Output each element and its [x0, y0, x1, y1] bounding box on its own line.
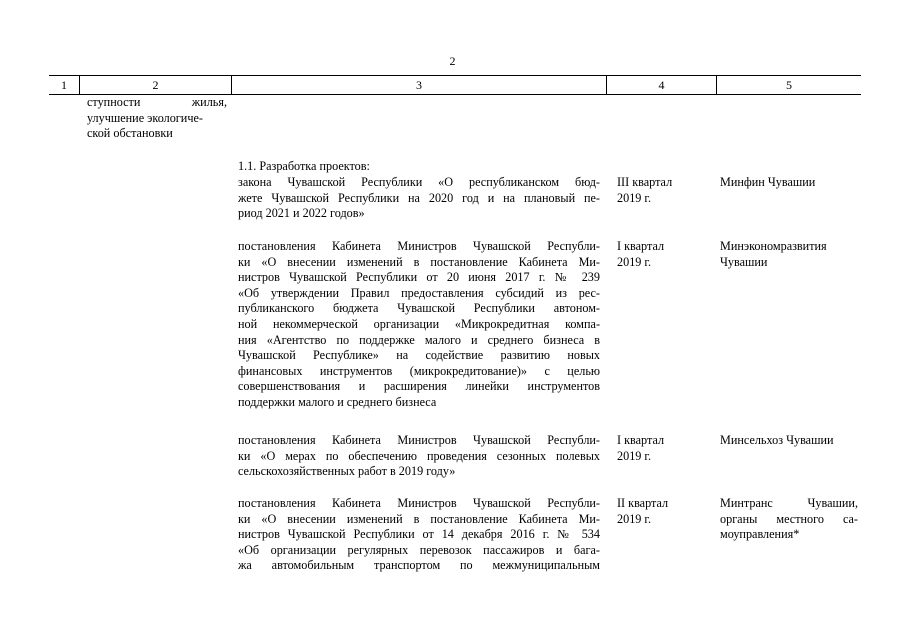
header-col-3: 3 — [231, 76, 606, 94]
text-line: нистров Чувашской Республики от 14 декабря 2016 г. № 534 — [238, 527, 600, 542]
text-line: публиканского бюджета Чувашской Республики автоном- — [238, 301, 600, 316]
row-3-responsible: Минсельхоз Чувашии — [720, 433, 834, 447]
row-2-document — [238, 239, 600, 411]
row-4-deadline: II квартал 2019 г. — [617, 496, 669, 526]
row-3-document — [238, 433, 600, 480]
header-col-5: 5 — [716, 76, 861, 94]
text-line: «Об организации регулярных перевозок пассажиров и бага- — [238, 542, 600, 557]
text-line: ки «О внесении изменений в постановление Кабинета Ми- — [238, 254, 600, 269]
text-line: ской обстановки — [87, 126, 173, 141]
text-line: ния «Агентство по поддержке малого и среднего бизнеса в — [238, 332, 600, 347]
text-line: ной некоммерческой организации «Микрокредитная компа- — [238, 316, 600, 331]
row-1-responsible: Минфин Чувашии — [720, 175, 816, 189]
text-line: поддержки малого и среднего бизнеса — [238, 394, 437, 409]
row-1-deadline: III квартал 2019 г. — [617, 175, 673, 205]
header-col-4: 4 — [606, 76, 716, 94]
item-heading: 1.1. Разработка проектов: — [238, 159, 370, 173]
text-line: риод 2021 и 2022 годов» — [238, 206, 365, 221]
row-2-deadline: I квартал 2019 г. — [617, 239, 665, 269]
text-line: «Об утверждении Правил предоставления субсидий из рес- — [238, 285, 600, 300]
text-line: Чувашской Республике» на содействие развитию новых — [238, 348, 600, 363]
text-line: сельскохозяйственных работ в 2019 году» — [238, 464, 456, 479]
text-line: ки «О внесении изменений в постановление Кабинета Ми- — [238, 511, 600, 526]
text-line: совершенствования и расширения линейки инструментов — [238, 379, 600, 394]
text-line: финансовых инструментов (микрокредитование)» с целью — [238, 363, 600, 378]
row-4-document — [238, 496, 600, 574]
table-header-row — [49, 75, 861, 95]
text-line: постановления Кабинета Министров Чувашской Республи- — [238, 433, 600, 447]
row-1-document — [238, 175, 600, 222]
text-line: улучшение экологиче- — [87, 110, 203, 125]
header-col-1: 1 — [61, 78, 67, 92]
text-line: постановления Кабинета Министров Чувашской Республи- — [238, 496, 600, 510]
text-line: закона Чувашской Республики «О республиканском бюд- — [238, 175, 600, 189]
row-3-deadline: I квартал 2019 г. — [617, 433, 665, 463]
row-2-responsible: Минэкономразвития Чувашии — [720, 239, 827, 269]
text-line: постановления Кабинета Министров Чувашской Республи- — [238, 239, 600, 253]
page-number: 2 — [449, 54, 456, 68]
text-line: ступности жилья, — [87, 95, 227, 109]
row-4-responsible: Минтранс Чувашии, органы местного са- моуправления* — [720, 496, 858, 542]
text-line: нистров Чувашской Республики от 20 июня 2017 г. № 239 — [238, 270, 600, 285]
goal-text-continuation — [87, 95, 227, 142]
text-line: жете Чувашской Республики на 2020 год и на плановый пе- — [238, 190, 600, 205]
text-line: ки «О мерах по обеспечению проведения сезонных полевых — [238, 448, 600, 463]
header-col-2: 2 — [79, 76, 231, 94]
text-line: жа автомобильным транспортом по межмуниципальным — [238, 558, 600, 573]
